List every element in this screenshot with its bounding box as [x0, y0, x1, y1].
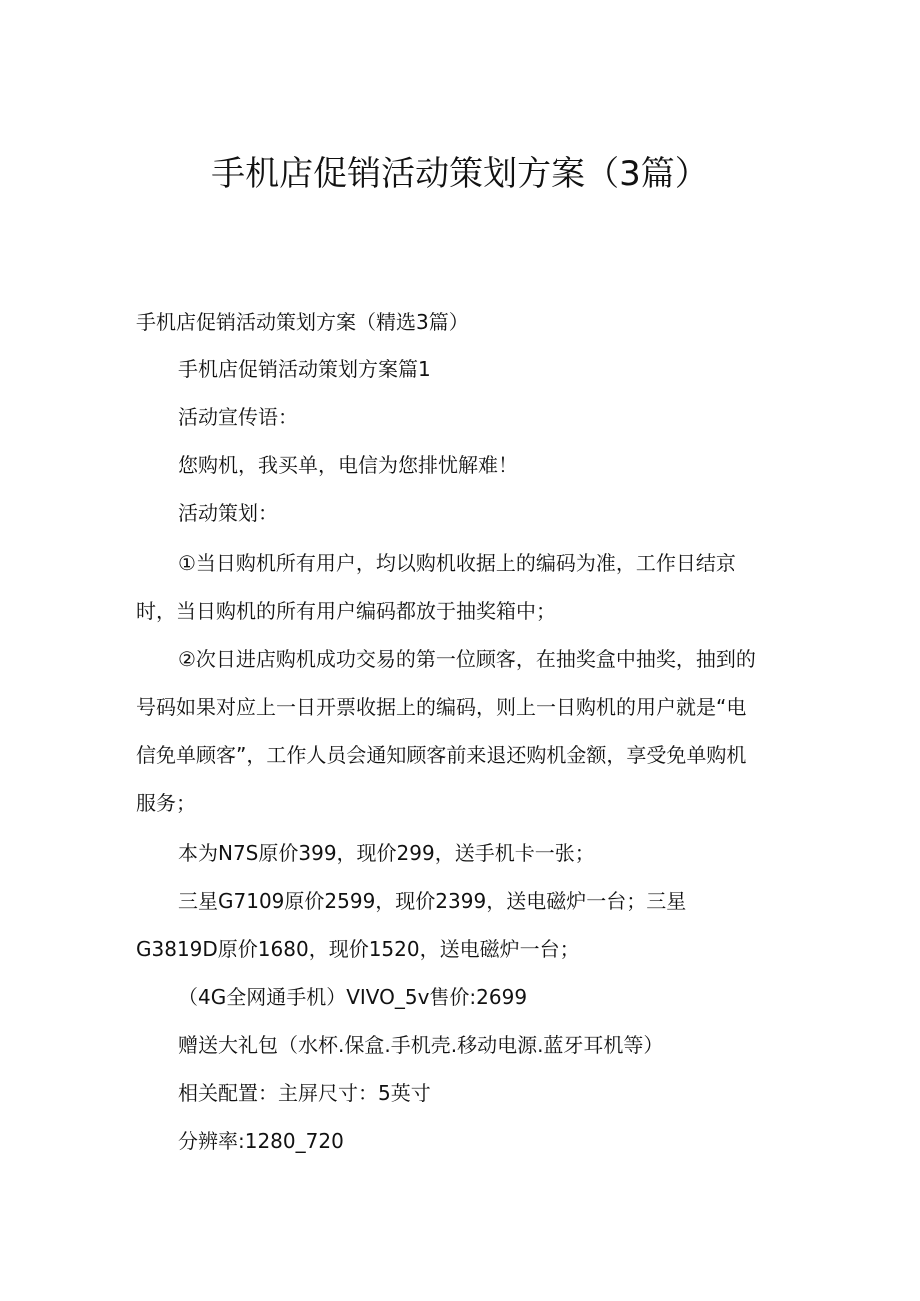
paragraph-line: 赠送大礼包（水杯.保盒.手机壳.移动电源.蓝牙耳机等）: [178, 1033, 664, 1057]
paragraph-line: 号码如果对应上一日开票收据上的编码，则上一日购机的用户就是“电: [136, 695, 747, 719]
section-heading: 手机店促销活动策划方案篇1: [178, 357, 431, 381]
paragraph-line: G3819D原价1680，现价1520，送电磁炉一台；: [136, 937, 580, 961]
paragraph-line: 本为N7S原价399，现价299，送手机卡一张；: [178, 841, 595, 865]
document-title: 手机店促销活动策划方案（3篇）: [211, 154, 709, 194]
paragraph-line: 时，当日购机的所有用户编码都放于抽奖箱中；: [136, 599, 556, 623]
paragraph-line: 活动策划：: [178, 501, 278, 525]
paragraph-line: ②次日进店购机成功交易的第一位顾客，在抽奖盒中抽奖，抽到的: [178, 647, 756, 671]
paragraph-line: （4G全网通手机）VIVO_5v售价:2699: [178, 985, 528, 1009]
paragraph-line: 信免单顾客”，工作人员会通知顾客前来退还购机金额，享受免单购机: [136, 743, 747, 767]
paragraph-line: ①当日购机所有用户，均以购机收据上的编码为准，工作日结京: [178, 551, 736, 575]
paragraph-line: 您购机，我买单，电信为您排忧解难！: [178, 453, 518, 477]
paragraph-line: 活动宣传语：: [178, 405, 298, 429]
doc-subtitle: 手机店促销活动策划方案（精选3篇）: [136, 310, 469, 334]
paragraph-line: 三星G7109原价2599，现价2399，送电磁炉一台；三星: [178, 889, 687, 913]
paragraph-line: 服务；: [136, 791, 196, 815]
paragraph-line: 相关配置：主屏尺寸：5英寸: [178, 1081, 431, 1105]
paragraph-line: 分辨率:1280_720: [178, 1129, 344, 1153]
